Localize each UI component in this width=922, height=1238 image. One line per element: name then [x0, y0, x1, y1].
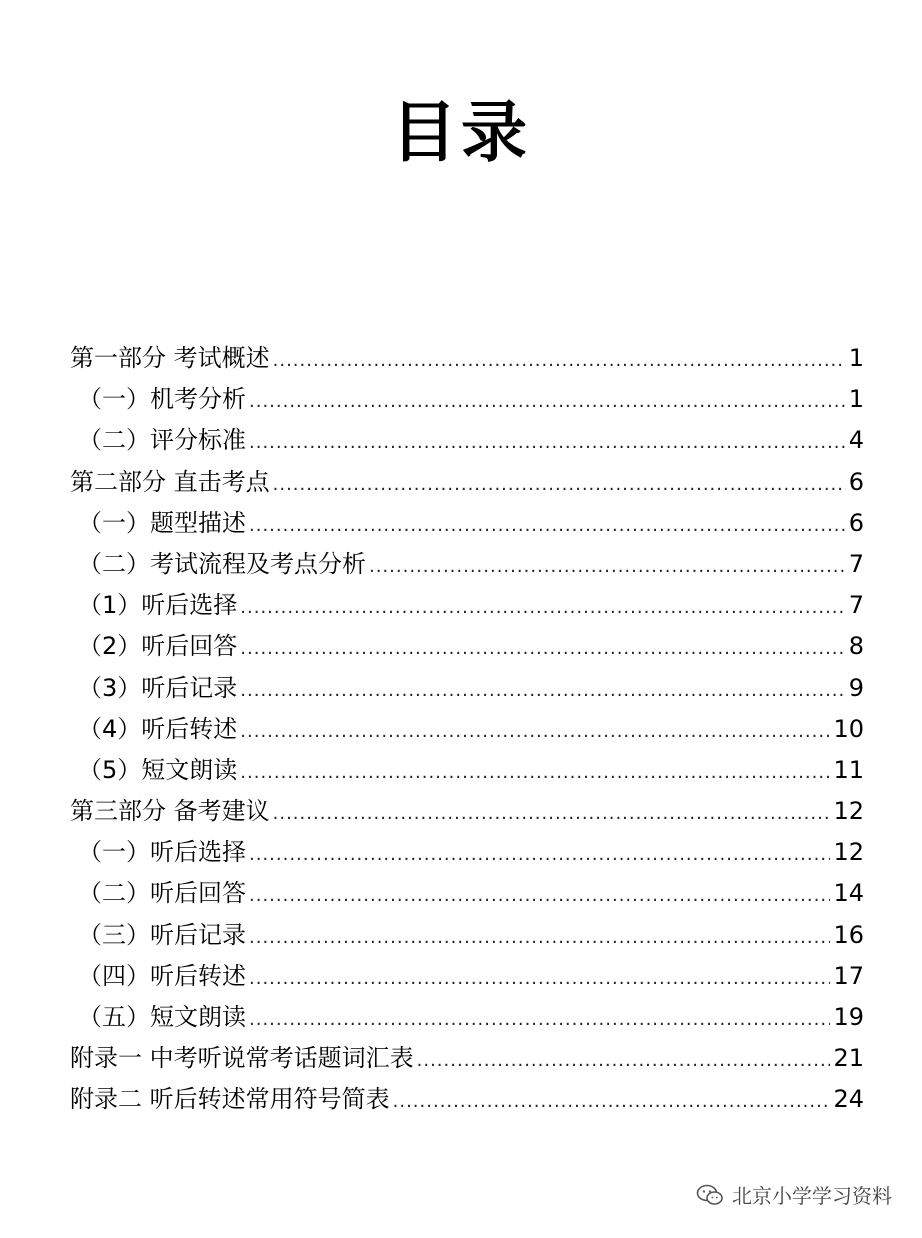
toc-entry[interactable] — [70, 503, 864, 544]
toc-leader-dots — [240, 587, 845, 628]
toc-entry[interactable] — [70, 1038, 864, 1079]
toc-entry[interactable] — [70, 791, 864, 832]
toc-entry-page-number: 17 — [833, 961, 864, 990]
page-title: 目录 — [391, 94, 531, 171]
watermark-text: 北京小学学习资料 — [732, 1184, 892, 1208]
toc-entry-label: 附录二 听后转述常用符号简表 — [70, 1085, 390, 1114]
toc-entry-label: 第三部分 备考建议 — [70, 797, 270, 826]
toc-entry-label: （五）短文朗读 — [78, 1003, 246, 1031]
toc-entry[interactable] — [70, 462, 864, 503]
toc-entry[interactable] — [70, 750, 864, 791]
table-of-contents — [70, 338, 864, 1121]
toc-entry-page-number: 19 — [833, 1003, 864, 1031]
toc-entry-label: （一）听后选择 — [78, 838, 246, 867]
toc-leader-dots — [417, 1040, 831, 1081]
toc-entry-label: 第二部分 直击考点 — [70, 467, 270, 496]
toc-entry-label: （4）听后转述 — [78, 714, 238, 743]
toc-entry-page-number: 7 — [848, 591, 864, 620]
toc-entry-label: （二）评分标准 — [78, 426, 246, 455]
toc-leader-dots — [240, 670, 845, 711]
toc-entry-label: （3）听后记录 — [78, 673, 238, 702]
toc-entry[interactable] — [70, 832, 864, 873]
toc-entry-label: （一）机考分析 — [78, 385, 246, 414]
toc-entry[interactable] — [70, 709, 864, 750]
toc-entry-label: （二）考试流程及考点分析 — [78, 549, 366, 578]
toc-leader-dots — [249, 917, 830, 958]
toc-entry-page-number: 6 — [848, 508, 864, 537]
toc-leader-dots — [273, 793, 831, 834]
toc-entry-page-number: 6 — [848, 467, 864, 496]
toc-entry-page-number: 12 — [833, 838, 864, 867]
toc-leader-dots — [273, 464, 846, 505]
toc-entry-label: 附录一 中考听说常考话题词汇表 — [70, 1044, 414, 1073]
toc-entry[interactable] — [70, 956, 864, 997]
toc-leader-dots — [369, 546, 846, 587]
toc-leader-dots — [249, 958, 830, 999]
toc-entry-page-number: 8 — [848, 632, 864, 661]
toc-leader-dots — [240, 711, 830, 752]
toc-entry-page-number: 7 — [848, 549, 864, 578]
toc-leader-dots — [240, 628, 845, 669]
toc-entry-page-number: 16 — [833, 920, 864, 949]
toc-entry-label: （2）听后回答 — [78, 632, 238, 661]
toc-entry-page-number: 10 — [833, 714, 864, 743]
toc-entry-page-number: 14 — [833, 879, 864, 908]
toc-entry-page-number: 12 — [833, 797, 864, 826]
toc-entry[interactable] — [70, 544, 864, 585]
toc-entry-page-number: 21 — [833, 1044, 864, 1073]
toc-entry-label: （5）短文朗读 — [78, 755, 238, 784]
toc-leader-dots — [249, 505, 846, 546]
toc-leader-dots — [249, 381, 846, 422]
toc-entry-page-number: 1 — [848, 344, 864, 372]
watermark — [696, 1180, 892, 1209]
toc-leader-dots — [249, 422, 846, 463]
toc-entry[interactable] — [70, 338, 864, 379]
toc-entry[interactable] — [70, 915, 864, 956]
toc-entry-label: （二）听后回答 — [78, 879, 246, 908]
toc-entry-page-number: 24 — [833, 1085, 864, 1114]
toc-entry[interactable] — [70, 997, 864, 1038]
toc-entry[interactable] — [70, 1079, 864, 1120]
toc-entry[interactable] — [70, 585, 864, 626]
toc-entry-label: （三）听后记录 — [78, 920, 246, 949]
toc-entry[interactable] — [70, 873, 864, 914]
toc-entry-page-number: 4 — [848, 426, 864, 455]
toc-leader-dots — [240, 752, 830, 793]
toc-entry-label: 第一部分 考试概述 — [70, 344, 270, 372]
toc-entry-page-number: 1 — [848, 385, 864, 414]
toc-entry-page-number: 11 — [833, 755, 864, 784]
toc-leader-dots — [249, 834, 830, 875]
toc-entry-label: （1）听后选择 — [78, 591, 238, 620]
toc-entry[interactable] — [70, 379, 864, 420]
toc-entry-label: （四）听后转述 — [78, 961, 246, 990]
toc-entry[interactable] — [70, 420, 864, 461]
toc-leader-dots — [393, 1081, 831, 1122]
toc-leader-dots — [249, 999, 830, 1040]
toc-entry[interactable] — [70, 668, 864, 709]
toc-entry-page-number: 9 — [848, 673, 864, 702]
wechat-icon — [696, 1184, 724, 1206]
toc-entry[interactable] — [70, 626, 864, 667]
toc-entry-label: （一）题型描述 — [78, 508, 246, 537]
toc-leader-dots — [249, 875, 830, 916]
toc-leader-dots — [273, 340, 846, 381]
